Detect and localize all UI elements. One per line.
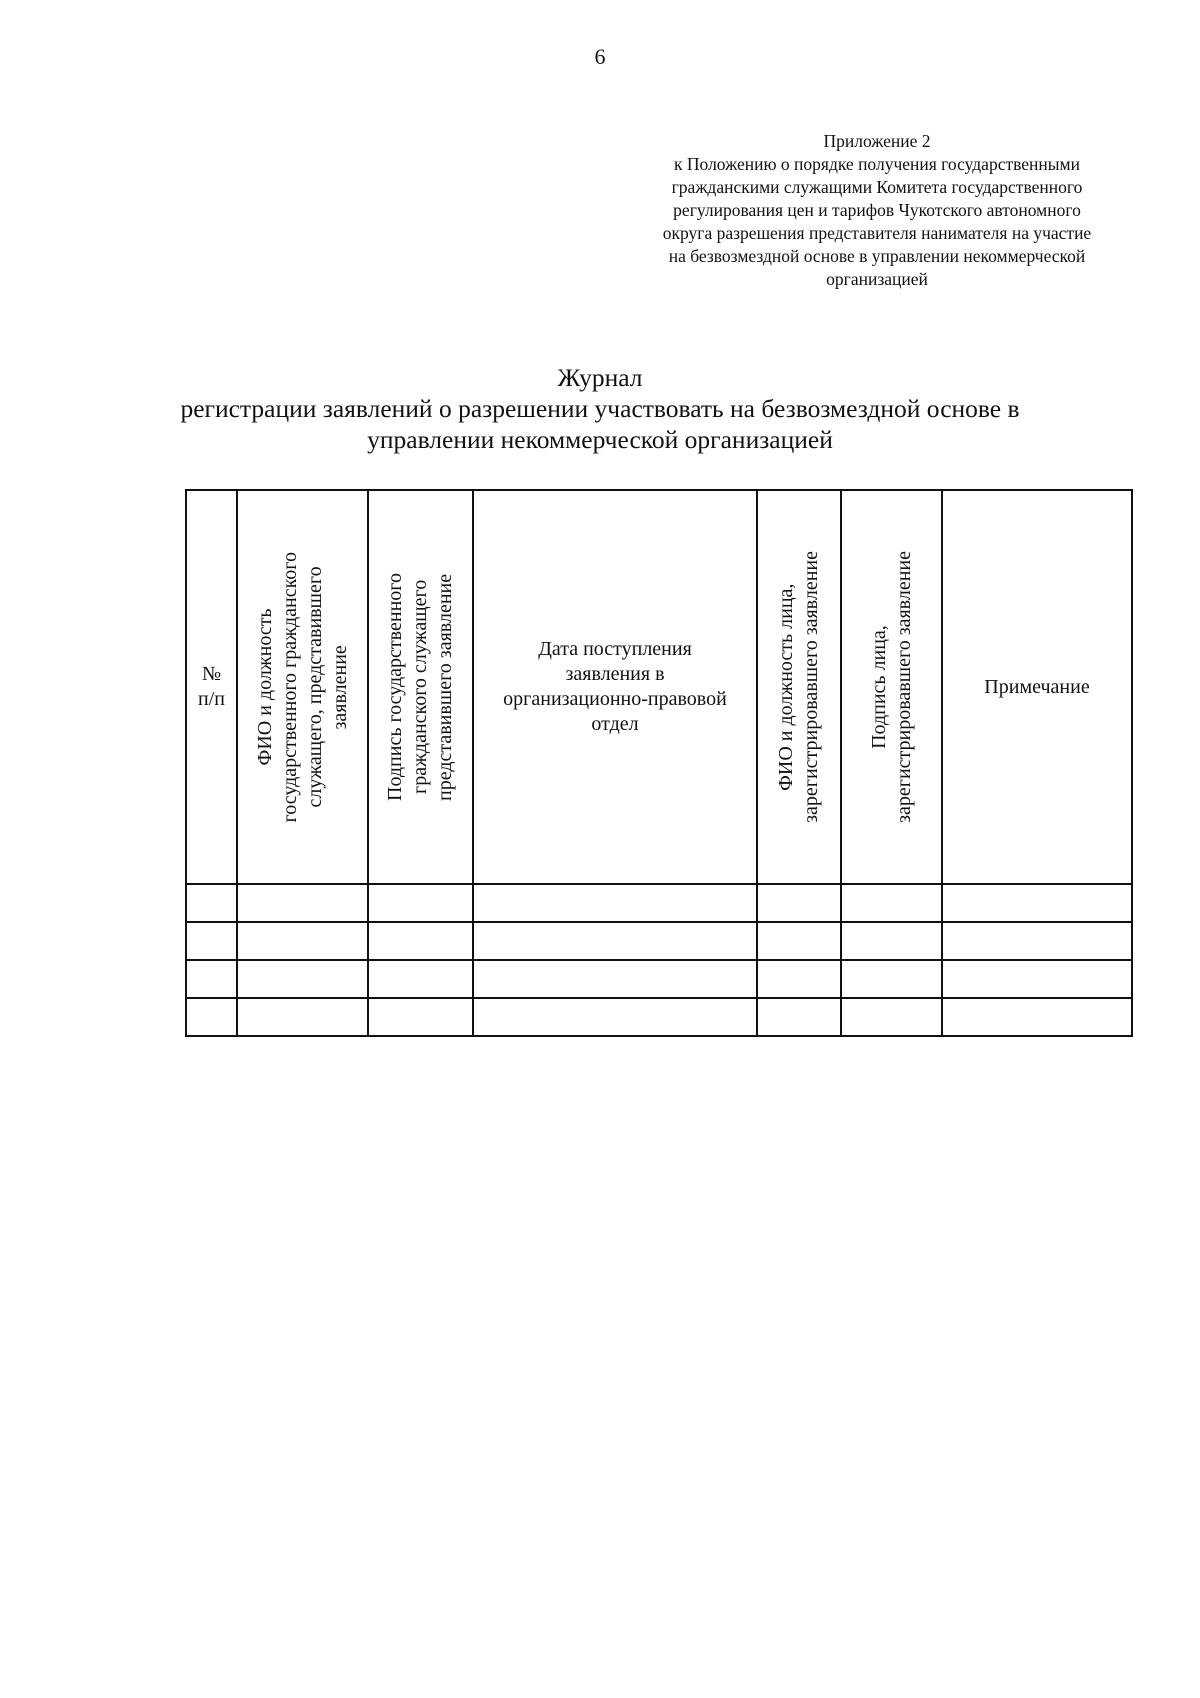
table-header-row	[186, 490, 1132, 884]
table-cell	[942, 922, 1132, 960]
column-header-registrar-name-position	[757, 490, 841, 884]
header-text: Дата поступления	[538, 638, 692, 660]
table-cell	[841, 922, 942, 960]
table-cell	[237, 998, 368, 1036]
header-text: Подпись государственного	[384, 573, 406, 801]
table-cell	[237, 922, 368, 960]
page-number: 6	[594, 44, 606, 69]
table-cell	[841, 998, 942, 1036]
title-line: регистрации заявлений о разрешении участвовать на безвозмездной основе в	[180, 394, 1020, 423]
header-text: Подпись лица,	[867, 625, 890, 749]
header-text: государственного гражданского	[278, 551, 301, 823]
table-cell	[186, 922, 237, 960]
table-cell	[368, 884, 473, 922]
appendix-line: организацией	[826, 269, 928, 289]
header-text: зарегистрировавшего заявление	[892, 551, 915, 823]
header-text: ФИО и должность	[253, 608, 276, 766]
appendix-line: гражданскими служащими Комитета государственного	[671, 177, 1083, 197]
table-cell	[368, 998, 473, 1036]
header-text: п/п	[198, 688, 225, 710]
table-cell	[942, 884, 1132, 922]
table-cell	[368, 960, 473, 998]
table-cell	[368, 922, 473, 960]
table-cell	[757, 884, 841, 922]
table-cell	[186, 884, 237, 922]
table-cell	[841, 884, 942, 922]
header-text: заявления в	[565, 663, 665, 685]
header-text: служащего, представившего	[303, 566, 326, 808]
table-row	[186, 998, 1132, 1036]
column-header-note	[942, 490, 1132, 884]
appendix-line: на безвозмездной основе в управлении некоммерческой	[668, 246, 1086, 266]
header-text: гражданского служащего	[409, 579, 431, 795]
header-text: №	[201, 663, 222, 685]
column-header-number	[186, 490, 237, 884]
appendix-note	[622, 130, 1132, 291]
table-cell	[237, 884, 368, 922]
appendix-line: Приложение 2	[823, 131, 931, 151]
table-cell	[757, 960, 841, 998]
registration-journal-table	[185, 489, 1133, 1037]
document-title	[0, 362, 1200, 455]
header-text: отдел	[591, 713, 639, 735]
table-row	[186, 884, 1132, 922]
table-cell	[757, 922, 841, 960]
table-cell	[473, 922, 757, 960]
table-row	[186, 960, 1132, 998]
header-text: ФИО и должность лица,	[775, 583, 797, 791]
header-text: зарегистрировавшего заявление	[800, 551, 822, 823]
column-header-applicant-signature	[368, 490, 473, 884]
title-line: управлении некоммерческой организацией	[367, 425, 833, 454]
header-text: организационно-правовой	[503, 688, 727, 710]
column-header-registrar-signature	[841, 490, 942, 884]
appendix-line: к Положению о порядке получения государственными	[674, 154, 1080, 174]
table-cell	[942, 998, 1132, 1036]
header-text: представившего заявление	[434, 573, 456, 801]
table-cell	[942, 960, 1132, 998]
appendix-line: округа разрешения представителя нанимателя на участие	[662, 223, 1092, 243]
table-cell	[841, 960, 942, 998]
table-cell	[186, 998, 237, 1036]
table-row	[186, 922, 1132, 960]
table-cell	[186, 960, 237, 998]
title-line: Журнал	[557, 363, 643, 392]
header-text: Примечание	[984, 675, 1090, 698]
column-header-applicant-name-position	[237, 490, 368, 884]
table-cell	[473, 884, 757, 922]
header-text: заявление	[328, 644, 351, 730]
appendix-line: регулирования цен и тарифов Чукотского автономного	[673, 200, 1081, 220]
table-cell	[473, 960, 757, 998]
table-cell	[237, 960, 368, 998]
table-cell	[473, 998, 757, 1036]
table-cell	[757, 998, 841, 1036]
column-header-receipt-date	[473, 490, 757, 884]
